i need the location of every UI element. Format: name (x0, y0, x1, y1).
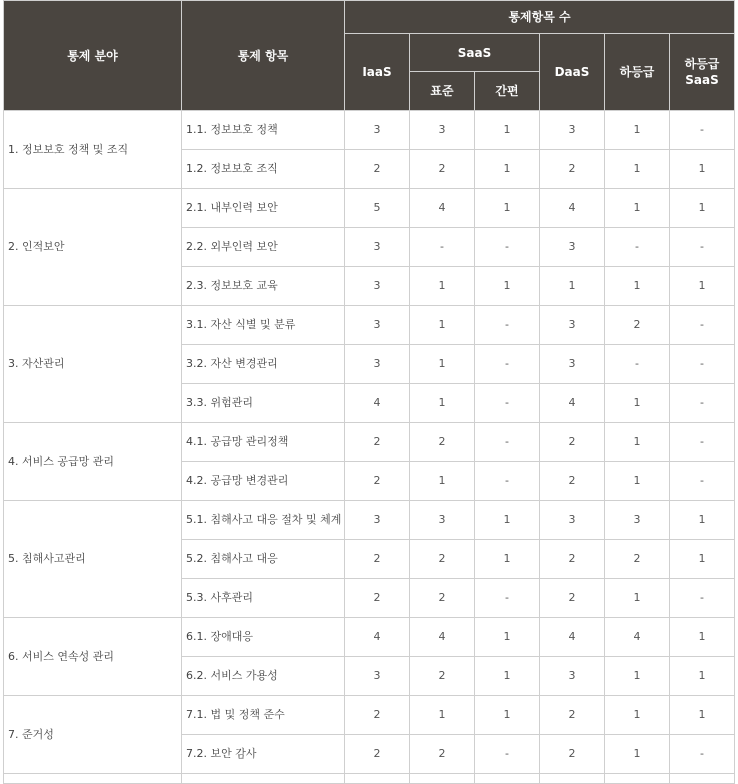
count-cell: - (670, 111, 735, 150)
count-cell: 5 (345, 189, 410, 228)
count-cell: 1 (670, 696, 735, 735)
empty-cell (670, 774, 735, 784)
count-cell: - (670, 345, 735, 384)
count-cell: 3 (345, 228, 410, 267)
control-area-cell: 6. 서비스 연속성 관리 (4, 618, 182, 696)
count-cell: 3 (540, 306, 605, 345)
count-cell: 2 (410, 540, 475, 579)
count-cell: 2 (345, 696, 410, 735)
count-cell: 1 (410, 267, 475, 306)
count-cell: 3 (345, 345, 410, 384)
header-saas: SaaS (410, 34, 540, 72)
count-cell: 1 (605, 189, 670, 228)
empty-cell (475, 774, 540, 784)
empty-cell (540, 774, 605, 784)
count-cell: 4 (345, 618, 410, 657)
count-cell: 2 (345, 423, 410, 462)
count-cell: 2 (540, 735, 605, 774)
control-item-cell: 6.2. 서비스 가용성 (182, 657, 345, 696)
count-cell: - (475, 735, 540, 774)
count-cell: - (475, 228, 540, 267)
count-cell: 1 (670, 540, 735, 579)
empty-cell (182, 774, 345, 784)
count-cell: 1 (605, 657, 670, 696)
count-cell: 1 (605, 111, 670, 150)
count-cell: 1 (605, 735, 670, 774)
header-area: 통제 분야 (4, 1, 182, 111)
count-cell: 2 (345, 735, 410, 774)
count-cell: 2 (410, 735, 475, 774)
control-item-cell: 3.1. 자산 식별 및 분류 (182, 306, 345, 345)
table-row (4, 423, 735, 462)
count-cell: - (475, 384, 540, 423)
control-area-cell: 7. 준거성 (4, 696, 182, 774)
control-area-cell: 4. 서비스 공급망 관리 (4, 423, 182, 501)
table-row (4, 696, 735, 735)
table-row (4, 501, 735, 540)
count-cell: 2 (345, 579, 410, 618)
count-cell: 3 (345, 111, 410, 150)
count-cell: 3 (540, 228, 605, 267)
count-cell: 1 (410, 345, 475, 384)
count-cell: - (670, 384, 735, 423)
count-cell: 3 (345, 267, 410, 306)
header-low-saas-line2: SaaS (685, 73, 719, 87)
count-cell: 3 (410, 111, 475, 150)
count-cell: 3 (540, 501, 605, 540)
count-cell: - (605, 228, 670, 267)
count-cell: 3 (605, 501, 670, 540)
control-item-cell: 3.3. 위험관리 (182, 384, 345, 423)
count-cell: 2 (605, 306, 670, 345)
count-cell: - (475, 462, 540, 501)
count-cell: 4 (540, 189, 605, 228)
count-cell: 2 (540, 696, 605, 735)
count-cell: 3 (540, 345, 605, 384)
empty-cell (605, 774, 670, 784)
count-cell: - (670, 579, 735, 618)
count-cell: 1 (605, 696, 670, 735)
count-cell: 2 (410, 657, 475, 696)
empty-cell (410, 774, 475, 784)
count-cell: 2 (540, 540, 605, 579)
count-cell: - (670, 228, 735, 267)
header-item: 통제 항목 (182, 1, 345, 111)
control-item-cell: 2.3. 정보보호 교육 (182, 267, 345, 306)
count-cell: - (605, 345, 670, 384)
control-area-cell: 3. 자산관리 (4, 306, 182, 423)
count-cell: 2 (410, 423, 475, 462)
header-low-saas (670, 34, 735, 111)
count-cell: 4 (345, 384, 410, 423)
count-cell: 4 (540, 618, 605, 657)
count-cell: 3 (345, 501, 410, 540)
count-cell: 2 (410, 579, 475, 618)
count-cell: 2 (605, 540, 670, 579)
control-item-cell: 6.1. 장애대응 (182, 618, 345, 657)
count-cell: - (670, 462, 735, 501)
count-cell: 1 (670, 618, 735, 657)
count-cell: 4 (540, 384, 605, 423)
control-area-cell: 2. 인적보안 (4, 189, 182, 306)
count-cell: 1 (410, 696, 475, 735)
count-cell: - (475, 345, 540, 384)
empty-cell (345, 774, 410, 784)
count-cell: 3 (345, 306, 410, 345)
control-area-cell: 1. 정보보호 정책 및 조직 (4, 111, 182, 189)
count-cell: 3 (540, 657, 605, 696)
count-cell: 1 (475, 267, 540, 306)
count-cell: - (670, 306, 735, 345)
count-cell: 1 (605, 267, 670, 306)
count-cell: 4 (410, 189, 475, 228)
count-cell: 1 (410, 384, 475, 423)
count-cell: 2 (540, 423, 605, 462)
count-cell: - (670, 735, 735, 774)
header-daas: DaaS (540, 34, 605, 111)
count-cell: - (475, 579, 540, 618)
control-items-table (3, 0, 735, 784)
count-cell: 2 (345, 150, 410, 189)
count-cell: 1 (475, 696, 540, 735)
count-cell: 1 (605, 462, 670, 501)
header-low-saas-line1: 하등급 (684, 57, 720, 71)
header-count: 통제항목 수 (345, 1, 735, 34)
count-cell: 1 (475, 618, 540, 657)
control-item-cell: 4.2. 공급망 변경관리 (182, 462, 345, 501)
table-row (4, 111, 735, 150)
control-item-cell: 5.1. 침해사고 대응 절차 및 체계 (182, 501, 345, 540)
count-cell: 3 (540, 111, 605, 150)
control-item-cell: 5.2. 침해사고 대응 (182, 540, 345, 579)
count-cell: 2 (540, 462, 605, 501)
count-cell: 3 (345, 657, 410, 696)
table-body (4, 111, 735, 784)
count-cell: 1 (670, 150, 735, 189)
count-cell: 1 (540, 267, 605, 306)
control-item-cell: 4.1. 공급망 관리정책 (182, 423, 345, 462)
control-item-cell: 1.2. 정보보호 조직 (182, 150, 345, 189)
table-row (4, 189, 735, 228)
count-cell: 1 (670, 501, 735, 540)
count-cell: 3 (410, 501, 475, 540)
count-cell: - (475, 423, 540, 462)
count-cell: 2 (345, 540, 410, 579)
header-saas-simple: 간편 (475, 72, 540, 111)
count-cell: 1 (670, 189, 735, 228)
table-row-partial (4, 774, 735, 784)
control-item-cell: 3.2. 자산 변경관리 (182, 345, 345, 384)
count-cell: 1 (605, 150, 670, 189)
control-item-cell: 5.3. 사후관리 (182, 579, 345, 618)
header-saas-std: 표준 (410, 72, 475, 111)
count-cell: 2 (410, 150, 475, 189)
count-cell: - (475, 306, 540, 345)
control-item-cell: 7.1. 법 및 정책 준수 (182, 696, 345, 735)
count-cell: 1 (605, 423, 670, 462)
table-header (4, 1, 735, 111)
count-cell: - (410, 228, 475, 267)
count-cell: 1 (670, 267, 735, 306)
count-cell: 4 (410, 618, 475, 657)
count-cell: 4 (605, 618, 670, 657)
count-cell: 1 (475, 189, 540, 228)
control-item-cell: 1.1. 정보보호 정책 (182, 111, 345, 150)
count-cell: 1 (475, 540, 540, 579)
header-iaas: IaaS (345, 34, 410, 111)
control-item-cell: 7.2. 보안 감사 (182, 735, 345, 774)
count-cell: 1 (410, 462, 475, 501)
count-cell: 1 (605, 384, 670, 423)
control-area-cell: 5. 침해사고관리 (4, 501, 182, 618)
header-low: 하등급 (605, 34, 670, 111)
count-cell: 1 (670, 657, 735, 696)
count-cell: 2 (540, 579, 605, 618)
count-cell: - (670, 423, 735, 462)
empty-cell (4, 774, 182, 784)
count-cell: 1 (475, 501, 540, 540)
count-cell: 1 (605, 579, 670, 618)
control-item-cell: 2.1. 내부인력 보안 (182, 189, 345, 228)
control-item-cell: 2.2. 외부인력 보안 (182, 228, 345, 267)
table-row (4, 618, 735, 657)
count-cell: 1 (475, 111, 540, 150)
table-row (4, 306, 735, 345)
count-cell: 2 (540, 150, 605, 189)
count-cell: 1 (410, 306, 475, 345)
count-cell: 1 (475, 657, 540, 696)
count-cell: 2 (345, 462, 410, 501)
count-cell: 1 (475, 150, 540, 189)
